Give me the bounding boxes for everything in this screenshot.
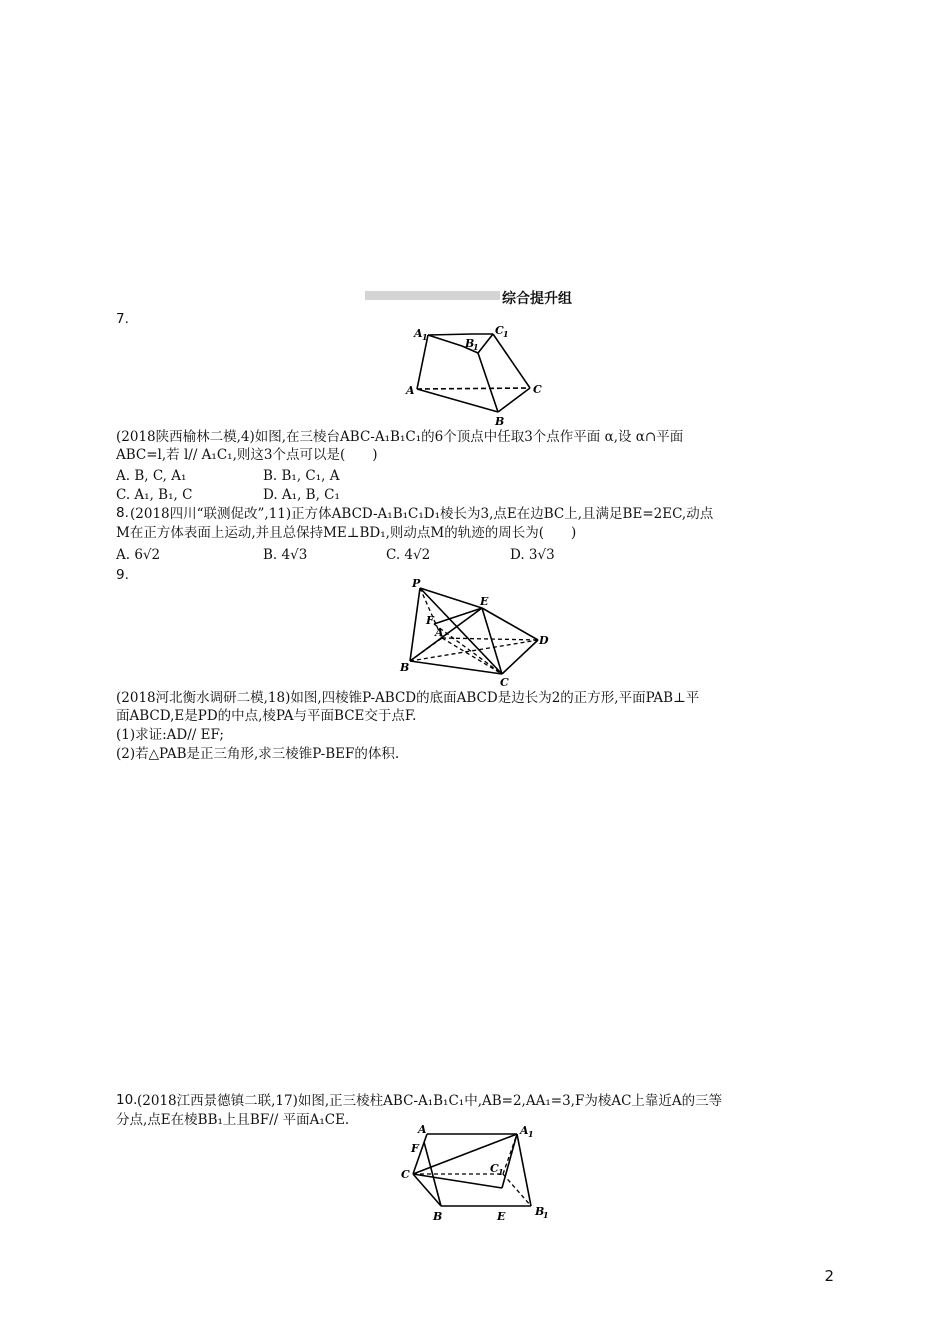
q8-option-d: D. 3√3: [510, 547, 555, 563]
q10-label-B1: B: [535, 1205, 545, 1218]
q7-option-d: D. A₁, B, C₁: [263, 487, 340, 503]
q7-label-A: A: [406, 384, 415, 397]
q10-label-C: C: [401, 1168, 410, 1181]
svg-text:1: 1: [528, 1129, 534, 1139]
q9-label-D: D: [539, 634, 549, 647]
q9-label-C: C: [500, 676, 509, 688]
q8-stem-line2: M在正方体表面上运动,并且总保持ME⊥BD₁,则动点M的轨迹的周长为( ): [116, 525, 577, 541]
svg-text:1: 1: [422, 332, 428, 342]
question-9-number: 9.: [116, 567, 129, 583]
q8-stem-line1: (2018四川“联测促改”,11)正方体ABCD-A₁B₁C₁D₁棱长为3,点E在边BC上,且满足BE=2EC,动点: [130, 506, 714, 522]
q7-stem-line2: ABC=l,若 l// A₁C₁,则这3个点可以是( ): [116, 447, 378, 463]
page-number: 2: [824, 1267, 834, 1285]
q8-option-c: C. 4√2: [386, 547, 431, 563]
q9-label-F: F: [426, 614, 434, 627]
question-10-number: 10.: [116, 1092, 138, 1108]
q9-subquestion-1: (1)求证:AD// EF;: [116, 727, 224, 743]
q10-label-A1: A: [520, 1124, 529, 1137]
q7-label-C: C: [533, 383, 542, 396]
q7-label-A1: A: [414, 327, 423, 340]
q9-label-P: P: [412, 578, 421, 590]
q10-label-A: A: [418, 1123, 427, 1136]
q9-stem-line2: 面ABCD,E是PD的中点,棱PA与平面BCE交于点F.: [116, 708, 417, 724]
q10-stem-line2: 分点,点E在棱BB₁上且BF// 平面A₁CE.: [116, 1112, 350, 1128]
q10-prism-figure: [396, 1122, 556, 1230]
q9-label-A: A: [435, 626, 444, 639]
q9-label-E: E: [480, 595, 489, 608]
q10-label-E: E: [497, 1210, 506, 1223]
svg-text:1: 1: [503, 329, 509, 339]
q10-stem-line1: (2018江西景德镇二联,17)如图,正三棱柱ABC-A₁B₁C₁中,AB=2,AA₁=3,F为棱AC上靠近A的三等: [137, 1093, 723, 1109]
q9-pyramid-figure: [396, 578, 562, 692]
question-8-number: 8.: [116, 505, 129, 521]
q7-label-C1: C: [495, 324, 504, 337]
q9-stem-line1: (2018河北衡水调研二模,18)如图,四棱锥P-ABCD的底面ABCD是边长为2的正方形,平面PAB⊥平: [116, 690, 700, 706]
q7-label-B: B: [495, 415, 505, 428]
q7-stem-line1: (2018陕西榆林二模,4)如图,在三棱台ABC-A₁B₁C₁的6个顶点中任取3个点作平面 α,设 α∩平面: [116, 429, 684, 445]
q7-option-c: C. A₁, B₁, C: [116, 487, 193, 503]
q9-subquestion-2: (2)若△PAB是正三角形,求三棱锥P-BEF的体积.: [116, 746, 400, 762]
q7-label-B1: B: [465, 337, 475, 350]
svg-text:1: 1: [473, 342, 479, 352]
q7-option-b: B. B₁, C₁, A: [263, 468, 340, 484]
svg-text:1: 1: [543, 1210, 549, 1220]
q8-option-b: B. 4√3: [263, 547, 308, 563]
q7-frustum-figure: [400, 320, 560, 436]
q10-label-C1: C: [490, 1162, 499, 1175]
q10-label-F: F: [411, 1142, 419, 1155]
q9-label-B: B: [400, 661, 410, 674]
q8-option-a: A. 6√2: [116, 547, 161, 563]
question-7-number: 7.: [116, 311, 129, 327]
svg-text:1: 1: [498, 1167, 504, 1177]
section-title: 综合提升组: [502, 291, 572, 307]
section-header-bar: [365, 291, 500, 300]
q10-label-B: B: [433, 1210, 443, 1223]
q7-option-a: A. B, C, A₁: [116, 468, 187, 484]
